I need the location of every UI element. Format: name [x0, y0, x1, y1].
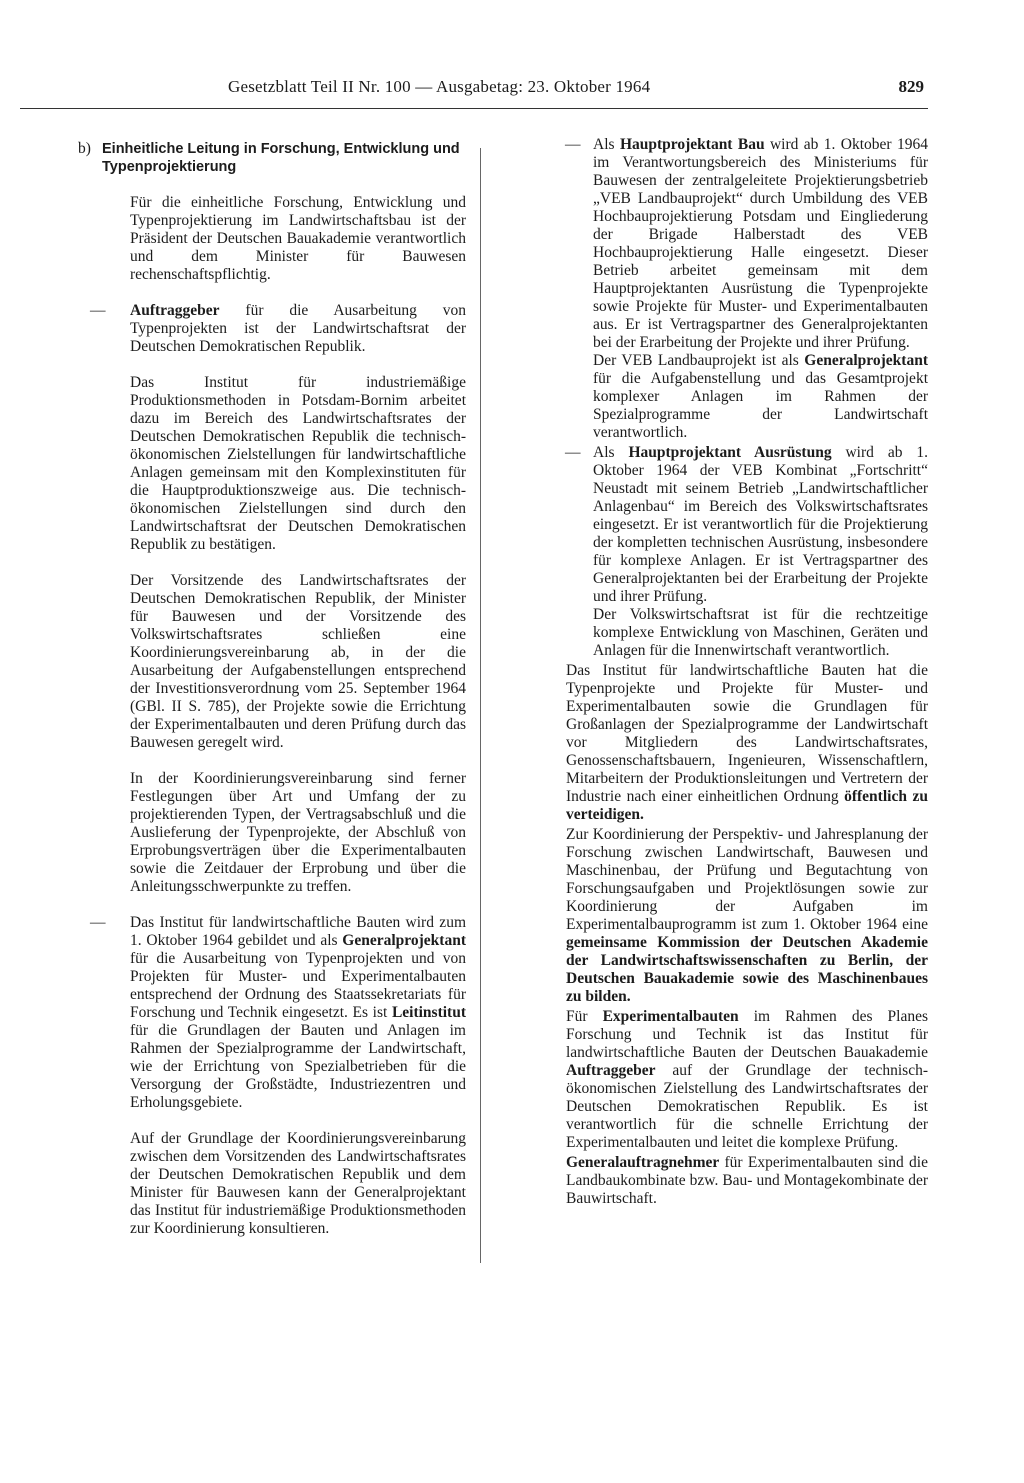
text-run: Als	[593, 136, 620, 153]
bold-term: gemeinsame Kommission der Deutschen Akademie der Landwirtschaftswissenschaften zu Berlin, der Deutschen Bauakademie sowie des Maschinenbaues zu bilden.	[566, 934, 928, 1005]
bold-term: öffentlich zu verteidigen.	[566, 788, 928, 823]
bold-term: Hauptprojektant Ausrüstung	[628, 444, 832, 461]
text-run: im Rahmen des Planes Forschung und Technik ist das Institut für landwirtschaftliche Bauten der Deutschen Bauakademie	[566, 1008, 928, 1061]
section-marker: b)	[78, 140, 91, 157]
bold-term: Generalauftragnehmer	[566, 1154, 720, 1171]
text-run: für die Grundlagen der Bauten und Anlagen im Rahmen der Spezialprogramme der Landwirtschaft, wie der Errichtung von Spezialbetrieben für die Versorgung der Großstädte, Industriezentren und Erholungsgebiete.	[130, 1022, 466, 1111]
list-item	[565, 444, 928, 660]
bold-term: Leitinstitut	[391, 1004, 466, 1021]
list-item	[90, 302, 466, 896]
list-item-text	[130, 914, 466, 1112]
list-item	[90, 914, 466, 1238]
section-heading	[78, 140, 466, 176]
list-item-text	[593, 136, 928, 352]
text-run: auf der Grundlage der technisch-ökonomischen Zielstellung des Landwirtschaftsrates der Deutschen Demokratischen Republik. Es ist verantwortlich für die schnelle Errichtung der Experimentalbauten und leitet die komplexe Prüfung.	[566, 1062, 928, 1151]
text-run: Als	[593, 444, 629, 461]
text-run: Das Institut für landwirtschaftliche Bauten wird zum 1. Oktober 1964 gebildet und als	[130, 914, 466, 949]
list-dash: —	[565, 444, 581, 461]
text-run: für die Aufgabenstellung und das Gesamtprojekt komplexer Anlagen im Rahmen der Spezialprogramme der Landwirtschaft verantwortlich.	[593, 370, 928, 441]
text-run: wird ab 1. Oktober 1964 im Verantwortungsbereich des Ministeriums für Bauwesen der zentralgeleitete Projektierungsbetrieb „VEB Landbauprojekt“ durch Umbildung des VEB Hochbauprojektierung Potsdam und Eingliederung der Brigade Halberstadt des VEB Hochbauprojektierung Halle eingesetzt. Dieser Betrieb arbeitet gemeinsam mit dem Hauptprojektanten Ausrüstung die Typenprojekte sowie Projekte für Muster- und Experimentalbauten aus. Er ist Vertragspartner des Generalprojektanten bei der Erarbeitung der Projekte und ihrer Prüfung.	[593, 136, 928, 351]
text-run: für Experimentalbauten sind die Landbaukombinate bzw. Bau- und Montagekombinate der Bauwirtschaft.	[566, 1154, 928, 1207]
text-run: Zur Koordinierung der Perspektiv- und Jahresplanung der Forschung zwischen Landwirtschaft, Bauwesen und Maschinenbau, der Prüfung und Begutachtung von Forschungsaufgaben und Projektlösungen sowie zur Koordinierung der Aufgaben im Experimentalbauprogramm ist zum 1. Oktober 1964 eine	[566, 826, 928, 933]
left-column	[78, 140, 466, 1238]
paragraph: Der Volkswirtschaftsrat ist für die rechtzeitige komplexe Entwicklung von Maschinen, Geräten und Anlagen für die Innenwirtschaft verantwortlich.	[593, 606, 928, 659]
text-run: wird ab 1. Oktober 1964 der VEB Kombinat „Fortschritt“ Neustadt mit seinem Betrieb „Landwirtschaftlicher Anlagenbau“ im Bereich des Volkswirtschaftsrates eingesetzt. Er ist verantwortlich für die Projektierung der kompletten technischen Ausrüstung, insbesondere für komplexe Anlagen. Er ist Vertragspartner des Generalprojektanten bei der Erarbeitung der Projekte und ihrer Prüfung.	[593, 444, 928, 605]
bold-term: Generalprojektant	[342, 932, 466, 949]
text-run: für die Ausarbeitung von Typenprojekten ist der Landwirtschaftsrat der Deutschen Demokratischen Republik.	[130, 302, 466, 355]
paragraph: In der Koordinierungsvereinbarung sind ferner Festlegungen über Art und Umfang der zu projektierenden Typen, der Vertragsabschluß und die Auslieferung der Typenprojekte, der Abschluß von Erprobungsverträgen über die Experimentalbauten sowie die Zeitdauer der Erprobung und über die Anleitungsschwerpunkte zu treffen.	[130, 770, 466, 895]
right-column	[566, 136, 928, 1208]
page-number: 829	[898, 77, 924, 96]
list-item-text	[130, 302, 466, 356]
list-item-text	[593, 444, 928, 606]
section-heading-text: Einheitliche Leitung in Forschung, Entwicklung und Typenprojektierung	[102, 141, 460, 175]
paragraph	[566, 826, 928, 1006]
list-dash: —	[90, 302, 106, 319]
bold-term: Auftraggeber	[566, 1062, 656, 1079]
list-item	[565, 136, 928, 442]
bold-term: Auftraggeber	[130, 302, 220, 319]
paragraph: Für die einheitliche Forschung, Entwicklung und Typenprojektierung im Landwirtschaftsbau ist der Präsident der Deutschen Bauakademie verantwortlich und dem Minister für Bauwesen rechenschaftspflichtig.	[130, 194, 466, 283]
paragraph	[566, 1008, 928, 1152]
bold-term: Experimentalbauten	[602, 1008, 739, 1025]
bold-term: Hauptprojektant Bau	[619, 136, 765, 153]
text-run: für die Ausarbeitung von Typenprojekten und von Projekten für Muster- und Experimentalbauten entsprechend der Ordnung des Staatssekretariats für Forschung und Technik eingesetzt. Es ist	[130, 950, 466, 1021]
paragraph: Auf der Grundlage der Koordinierungsvereinbarung zwischen dem Vorsitzenden des Landwirtschaftsrates der Deutschen Demokratischen Republik und dem Minister für Bauwesen kann der Generalprojektant das Institut für industriemäßige Produktionsmethoden zur Koordinierung konsultieren.	[130, 1130, 466, 1237]
running-title: Gesetzblatt Teil II Nr. 100 — Ausgabetag: 23. Oktober 1964	[228, 77, 651, 96]
paragraph	[593, 352, 928, 442]
text-run: Das Institut für landwirtschaftliche Bauten hat die Typenprojekte und Projekte für Muster- und Experimentalbauten sowie die Grundlagen für Großanlagen der Spezialprogramme der Landwirtschaft vor Mitgliedern des Landwirtschaftsrates, Genossenschaftsbauern, Ingenieuren, Wissenschaftlern, Mitarbeitern der Produktionsleitungen und Vertretern der Industrie nach einer einheitlichen Ordnung	[566, 662, 928, 805]
column-divider	[480, 148, 481, 1263]
text-run: Der VEB Landbauprojekt ist als	[593, 352, 805, 369]
paragraph	[566, 662, 928, 824]
text-run: Für	[566, 1008, 603, 1025]
paragraph: Der Vorsitzende des Landwirtschaftsrates der Deutschen Demokratischen Republik, der Minister für Bauwesen und der Vorsitzende des Volkswirtschaftsrates schließen eine Koordinierungsvereinbarung ab, in der die Ausarbeitung der Aufgabenstellungen entsprechend der Investitionsverordnung vom 25. September 1964 (GBl. II S. 785), der Projekte sowie die Errichtung der Experimentalbauten und deren Prüfung durch das Bauwesen geregelt wird.	[130, 572, 466, 751]
page-header	[20, 78, 928, 109]
list-dash: —	[565, 136, 581, 153]
list-dash: —	[90, 914, 106, 931]
paragraph	[566, 1154, 928, 1208]
paragraph: Das Institut für industriemäßige Produktionsmethoden in Potsdam-Bornim arbeitet dazu im Bereich des Landwirtschaftsrates der Deutschen Demokratischen Republik die technisch-ökonomischen Zielstellungen für landwirtschaftliche Anlagen gemeinsam mit den Komplexinstituten für die Hauptproduktionszweige aus. Die technisch-ökonomischen Zielstellungen sind durch den Landwirtschaftsrat der Deutschen Demokratischen Republik zu bestätigen.	[130, 374, 466, 553]
bold-term: Generalprojektant	[804, 352, 928, 369]
